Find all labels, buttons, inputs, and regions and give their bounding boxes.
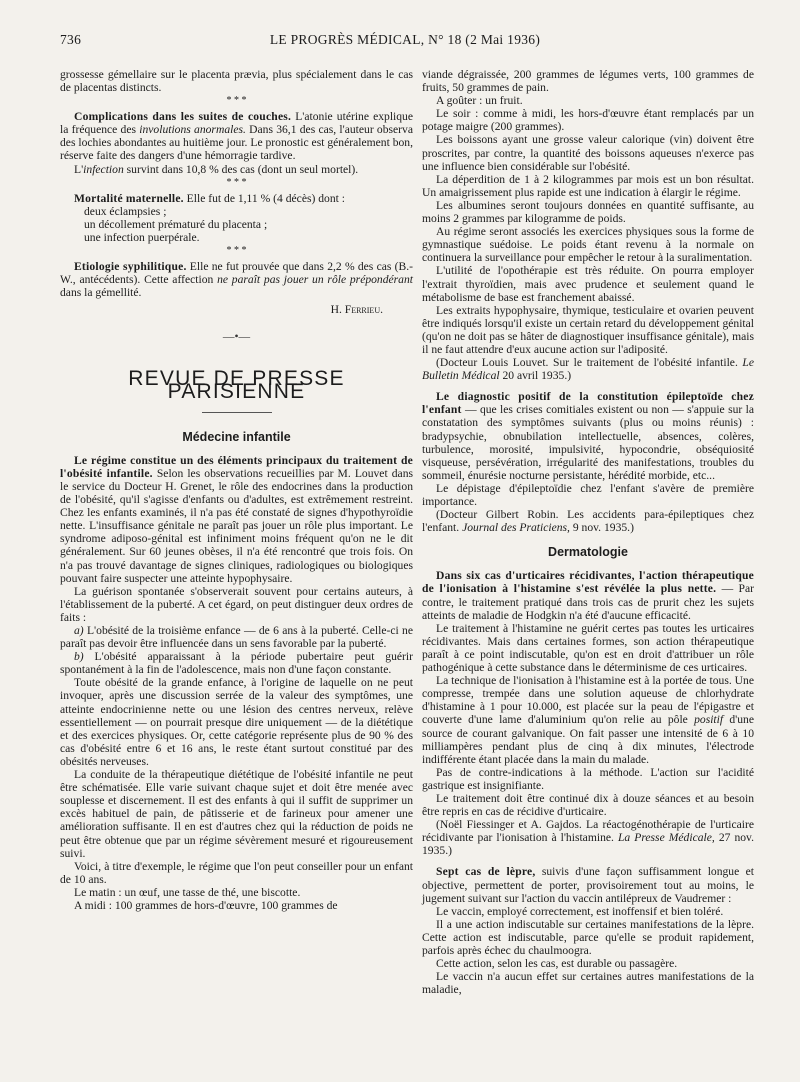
list-item: un décollement prématuré du placenta ;	[84, 217, 268, 231]
paragraph: Au régime seront associés les exercices physiques sous la forme de gymnastique suédoise. Le poids étant revenu à la normale on continuera la surveillance pour empêcher le retour à la suralimentation.	[422, 225, 754, 265]
paragraph-diagnostic: Le diagnostic positif de la constitution épileptoïde chez l'enfant — que les crises comitiales existent ou non — s'appuie sur la constatation des symptômes suivants (plus ou moins réunis) : bradypsychie, obnubilation intellectuelle, absences, colères, turbulence, morosité, impulsivité, hypocondrie, obséquiosité visqueuse, persévération, irrégularité des manifestations, troubles du sommeil, énurésie nocturne persistante, hérédité morbide, etc...	[422, 390, 754, 482]
paragraph: viande dégraissée, 200 grammes de légumes verts, 100 grammes de fruits, 50 grammes de pain.	[422, 68, 754, 95]
section-heading-dermatologie: Dermatologie	[548, 545, 628, 560]
paragraph: A goûter : un fruit.	[436, 94, 523, 108]
reference: (Docteur Gilbert Robin. Les accidents para-épileptiques chez l'enfant. Journal des Praticiens, 9 nov. 1935.)	[422, 508, 754, 535]
paragraph: Les albumines seront toujours données en quantité suffisante, au moins 2 grammes par kilogramme de poids.	[422, 198, 754, 226]
heading-mortalite: Mortalité maternelle.	[74, 191, 184, 205]
paragraph: Il a une action indiscutable sur certaines manifestations de la lèpre. Cette action est indiscutable, parce qu'elle se produit rapidement, parfois après échec du chaulmoogra.	[422, 917, 754, 957]
section-heading-medecine: Médecine infantile	[182, 429, 291, 444]
heading-lepre: Sept cas de lèpre,	[436, 865, 536, 879]
reference: (Noël Fiessinger et A. Gajdos. La réactogénothérapie de l'urticaire récidivante par l'ionisation à l'histamine. La Presse Médicale, 27 nov. 1935.)	[422, 818, 754, 858]
paragraph-infection: L'infection survint dans 10,8 % des cas (dont un seul mortel).	[74, 162, 359, 176]
paragraph: Le traitement doit être continué dix à douze séances et au besoin être repris en cas de récidive d'urticaire.	[422, 791, 754, 819]
paragraph: Les extraits hypophysaire, thymique, testiculaire et ovarien peuvent être indiqués lorsqu'il existe un certain retard du développement génital (qu'on ne doit pas se hâter de diagnostiquer insuffisance génitale), mais il ne faut attendre d'eux aucune action sur l'adiposité.	[422, 303, 754, 356]
paragraph-mortalite: Mortalité maternelle. Elle fut de 1,11 % (4 décès) dont :	[74, 191, 345, 205]
heading-complications: Complications dans les suites de couches.	[74, 110, 292, 124]
page-number: 736	[60, 32, 82, 47]
paragraph: La déperdition de 1 à 2 kilogrammes par mois est un bon résultat. Un amaigrissement plus rapide est une indication à élargir le régime.	[422, 172, 754, 199]
heading-urticaires: Dans six cas d'urticaires récidivantes, l'action thérapeutique de l'ionisation à l'histamine s'est révélée la plus nette.	[422, 569, 754, 596]
paragraph: Le vaccin n'a aucun effet sur certaines autres manifestations de la maladie,	[422, 970, 754, 997]
paragraph: A midi : 100 grammes de hors-d'œuvre, 100 grammes de	[74, 898, 338, 912]
journal-title: LE PROGRÈS MÉDICAL, N° 18 (2 Mai 1936)	[269, 32, 541, 47]
paragraph: Le soir : comme à midi, les hors-d'œuvre étant remplacés par un potage maigre (200 grammes).	[422, 107, 754, 134]
separator-stars: * * *	[226, 245, 247, 257]
paragraph: La guérison spontanée s'observerait souvent pour certains auteurs, à l'établissement de la puberté. A cet égard, on peut distinguer deux ordres de faits :	[60, 584, 413, 624]
paragraph-complications: Complications dans les suites de couches. L'atonie utérine explique la fréquence des involutions anormales. Dans 36,1 des cas, l'auteur observa des lochies abondantes au huitième jour. Le pronostic est généralement bon, réserve faite des dangers d'une hémorragie tardive.	[60, 110, 414, 163]
separator-stars: * * *	[226, 176, 247, 188]
paragraph: Pas de contre-indications à la méthode. L'action sur l'acidité gastrique est insignifiante.	[422, 765, 754, 792]
paragraph: Le traitement à l'histamine ne guérit certes pas toutes les urticaires récidivantes. Mais dans certaines formes, son action thérapeutique paraît à ce point indiscutable, qu'on est en droit d'attribuer un rôle pathogénique à cette substance dans le déterminisme de ces urticaires.	[422, 621, 754, 675]
paragraph: Le dépistage d'épileptoïdie chez l'enfant s'avère de première importance.	[422, 481, 754, 508]
paragraph: Les boissons ayant une grosse valeur calorique (vin) doivent être proscrites, par contre, la quantité des boissons aqueuses n'exerce pas une influence bien considérable sur l'obésité.	[422, 133, 754, 173]
list-item: deux éclampsies ;	[84, 204, 167, 218]
paragraph-lepre: Sept cas de lèpre, suivis d'une façon suffisamment longue et objective, permettent de porter, provisoirement tout au moins, le jugement suivant sur l'action du vaccin antilépreux de Vaudremer :	[422, 865, 754, 905]
heading-diagnostic: Le diagnostic positif de la constitution épileptoïde chez l'enfant	[422, 390, 754, 417]
paragraph: grossesse gémellaire sur le placenta prævia, plus spécialement dans le cas de placentas distincts.	[60, 68, 413, 95]
separator-stars: * * *	[226, 95, 247, 107]
paragraph-technique: La technique de l'ionisation à l'histamine est à la portée de tous. Une compresse, trempée dans une solution aqueuse de chlorhydrate d'histamine à 1 pour 10.000, est placée sur la peau de l'épigastre et couverte d'une lame d'aluminium qu'on relie au pôle positif d'une source de courant galvanique. On fait passer une intensité de 6 à 10 milliampères pendant plus de cinq à dix minutes, l'électrode indifférente étant placée dans la main du malade.	[422, 674, 755, 766]
paragraph: Toute obésité de la grande enfance, à l'origine de laquelle on ne peut invoquer, après une discussion serrée de la valeur des symptômes, une atteinte endocrinienne nette ou une lésion des centres nerveux, relève essentiellement — on pourrait presque dire uniquement — de la diététique et des exercices physiques. Or, cette catégorie représente plus de 90 % des cas d'obésité entre 6 et 16 ans, le reste étant surtout constitué par des obésités nerveuses.	[60, 676, 413, 768]
section-banner: REVUE DE PRESSE PARISIENNE	[128, 366, 345, 403]
paragraph-regime: Le régime constitue un des éléments principaux du traitement de l'obésité infantile. Selon les observations recueillies par M. Louvet dans le service du Docteur H. Grenet, le rôle des endocrines dans la production de l'obésité, qu'il s'agisse d'enfants ou d'adultes, est extrêmement restreint. Chez les enfants examinés, il n'a pas été constaté de signes d'hypothyroïdie nette. L'insuffisance génitale ne paraît pas jouer un rôle plus important. Le syndrome adiposo-génital est infiniment moins fréquent qu'on ne le dit généralement. Sur 60 jeunes obèses, il n'a été rencontré que trois fois. On n'a pas trouvé davantage de signes cliniques, radiologiques ou biologiques pouvant faire suspecter une atteinte hypophysaire.	[60, 453, 414, 585]
right-column	[422, 68, 754, 996]
paragraph: La conduite de la thérapeutique diététique de l'obésité infantile ne peut être schématisée. Elle varie suivant chaque sujet et doit être menée avec souplesse et discernement. Il est des enfants à qui il suffit de supprimer un excès habituel de pain, de pâtisserie et de farineux pour amener une amélioration suffisante. Il en est d'autres chez qui la réduction de poids ne peut être obtenue que par un régime sévèrement mesuré et rigoureusement suivi.	[60, 768, 413, 860]
paragraph-urticaires: Dans six cas d'urticaires récidivantes, l'action thérapeutique de l'ionisation à l'histamine s'est révélée la plus nette. — Par contre, le traitement pratiqué dans trois cas de prurit chez les sujets atteints de maladie de Hodgkin n'a été d'aucune efficacité.	[422, 569, 754, 622]
paragraph: Le matin : un œuf, une tasse de thé, une biscotte.	[74, 885, 301, 899]
paragraph: Cette action, selon les cas, est durable ou passagère.	[436, 957, 678, 971]
left-column	[60, 68, 413, 912]
paragraph: Voici, à titre d'exemple, le régime que l'on peut conseiller pour un enfant de 10 ans.	[60, 859, 413, 886]
paragraph: Le vaccin, employé correctement, est inoffensif et bien toléré.	[436, 904, 724, 918]
signature: H. Ferrieu.	[330, 303, 383, 317]
ornament-divider: —•—	[222, 330, 251, 344]
paragraph-etiologie: Etiologie syphilitique. Elle ne fut prouvée que dans 2,2 % des cas (B.-W., antécédents). Cette affection ne paraît pas jouer un rôle prépondérant dans la gémellité.	[60, 260, 413, 300]
paragraph: L'utilité de l'opothérapie est très réduite. On pourra employer l'extrait thyroïdien, mais avec prudence et seulement quand le métabolisme de base est franchement abaissé.	[422, 264, 754, 304]
list-item: une infection puerpérale.	[84, 230, 200, 244]
paragraph-item-b: b) L'obésité apparaissant à la période pubertaire peut guérir spontanément à la fin de l'adolescence, mais non d'une façon constante.	[60, 650, 413, 677]
reference: (Docteur Louis Louvet. Sur le traitement de l'obésité infantile. Le Bulletin Médical 20 avril 1935.)	[422, 356, 754, 383]
paragraph-item-a: a) L'obésité de la troisième enfance — de 6 ans à la puberté. Celle-ci ne paraît pas devoir être influencée dans un sens favorable par la puberté.	[60, 624, 413, 651]
divider	[202, 412, 272, 413]
heading-etiologie: Etiologie syphilitique.	[74, 260, 187, 274]
heading-regime: Le régime constitue un des éléments principaux du traitement de l'obésité infantile.	[60, 453, 413, 480]
